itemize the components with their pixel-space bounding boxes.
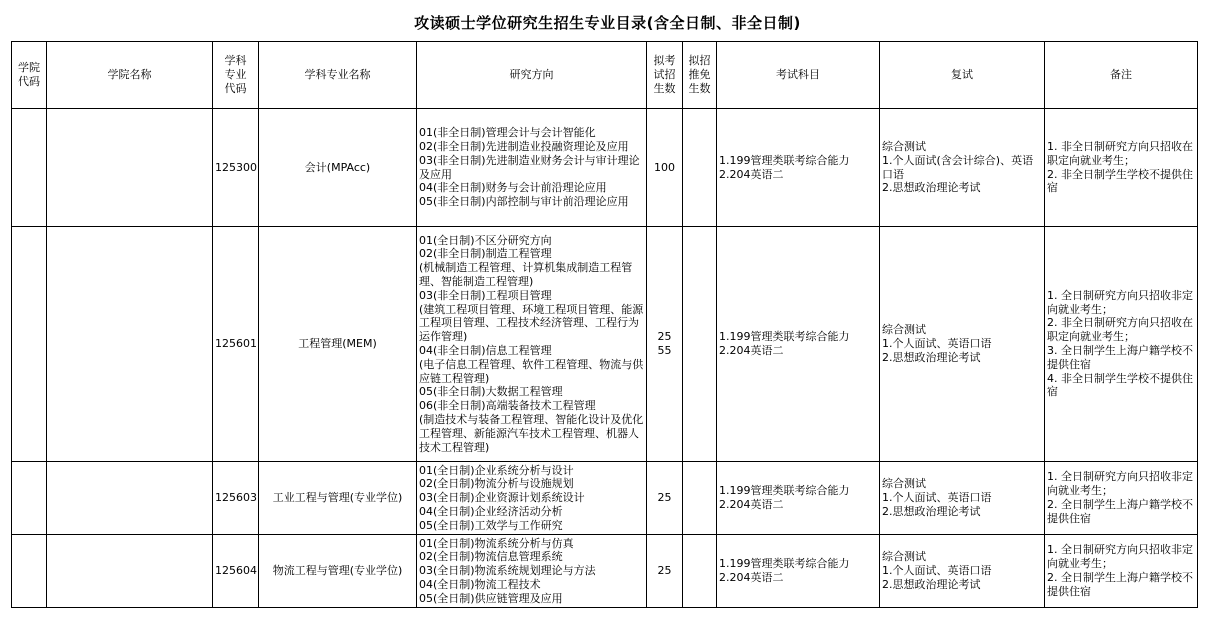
direction-item: 02(全日制)物流信息管理系统 (419, 550, 563, 564)
cell-notes: 1. 非全日制研究方向只招收在职定向就业考生； 2. 非全日制学生学校不提供住宿 (1045, 109, 1198, 227)
cell-recommend-count (683, 227, 717, 462)
cell-recommend-count (683, 535, 717, 608)
cell-major-name: 工业工程与管理(专业学位) (259, 462, 417, 535)
cell-retest: 综合测试 1.个人面试、英语口语 2.思想政治理论考试 (880, 227, 1045, 462)
cell-exam-subjects: 1.199管理类联考综合能力 2.204英语二 (717, 227, 880, 462)
cell-enroll-count: 100 (647, 109, 683, 227)
direction-item: 06(非全日制)高端装备技术工程管理 (419, 399, 596, 413)
cell-research-directions (417, 535, 647, 608)
cell-school-name (47, 109, 213, 227)
direction-item: 01(全日制)不区分研究方向 (419, 233, 552, 247)
direction-item: 04(全日制)物流工程技术 (419, 577, 541, 591)
table-row (12, 462, 1198, 535)
cell-enroll-count: 25 (647, 462, 683, 535)
cell-recommend-count (683, 462, 717, 535)
cell-enroll-count: 25 55 (647, 227, 683, 462)
header-research-direction: 研究方向 (417, 42, 647, 109)
program-catalog-table (11, 41, 1198, 608)
direction-item: (建筑工程项目管理、环境工程项目管理、能源工程项目管理、工程技术经济管理、工程行为运作管理) (419, 302, 644, 344)
header-major-name: 学科专业名称 (259, 42, 417, 109)
direction-item: 04(全日制)企业经济活动分析 (419, 504, 563, 518)
header-major-code: 学科 专业 代码 (213, 42, 259, 109)
cell-major-name: 会计(MPAcc) (259, 109, 417, 227)
cell-notes: 1. 全日制研究方向只招收非定向就业考生； 2. 全日制学生上海户籍学校不提供住宿 (1045, 535, 1198, 608)
direction-item: 03(全日制)企业资源计划系统设计 (419, 491, 585, 505)
cell-exam-subjects: 1.199管理类联考综合能力 2.204英语二 (717, 109, 880, 227)
cell-retest: 综合测试 1.个人面试、英语口语 2.思想政治理论考试 (880, 462, 1045, 535)
cell-enroll-count: 25 (647, 535, 683, 608)
header-school-name: 学院名称 (47, 42, 213, 109)
direction-item: 05(非全日制)大数据工程管理 (419, 385, 563, 399)
direction-item: 01(全日制)物流系统分析与仿真 (419, 536, 574, 550)
cell-recommend-count (683, 109, 717, 227)
direction-item: 04(非全日制)信息工程管理 (419, 344, 552, 357)
cell-major-name: 物流工程与管理(专业学位) (259, 535, 417, 608)
cell-notes: 1. 全日制研究方向只招收非定向就业考生； 2. 全日制学生上海户籍学校不提供住宿 (1045, 462, 1198, 535)
header-retest: 复试 (880, 42, 1045, 109)
direction-item: 02(非全日制)先进制造业投融资理论及应用 (419, 139, 629, 153)
cell-school-name (47, 535, 213, 608)
direction-item: (制造技术与装备工程管理、智能化设计及优化工程管理、新能源汽车技术工程管理、机器人技术工程管理) (419, 412, 644, 454)
cell-research-directions (417, 109, 647, 227)
cell-major-code: 125300 (213, 109, 259, 227)
direction-item: 03(非全日制)工程项目管理 (419, 288, 552, 302)
cell-retest: 综合测试 1.个人面试(含会计综合)、英语口语 2.思想政治理论考试 (880, 109, 1045, 227)
table-header-row (12, 42, 1198, 109)
table-row (12, 109, 1198, 227)
direction-item: 01(全日制)企业系统分析与设计 (419, 463, 574, 477)
header-recommend-count: 拟招 推免 生数 (683, 42, 717, 109)
cell-school-code (12, 109, 47, 227)
cell-major-code: 125601 (213, 227, 259, 462)
cell-research-directions (417, 462, 647, 535)
cell-school-name (47, 462, 213, 535)
cell-notes: 1. 全日制研究方向只招收非定向就业考生； 2. 非全日制研究方向只招收在职定向就业考生； 3. 全日制学生上海户籍学校不提供住宿 4. 非全日制学生学校不提供住宿 (1045, 227, 1198, 462)
cell-research-directions (417, 227, 647, 462)
direction-item: 05(全日制)工效学与工作研究 (419, 518, 563, 532)
table-row (12, 227, 1198, 462)
cell-school-name (47, 227, 213, 462)
cell-major-name: 工程管理(MEM) (259, 227, 417, 462)
cell-major-code: 125604 (213, 535, 259, 608)
direction-item: 04(非全日制)财务与会计前沿理论应用 (419, 181, 607, 195)
direction-item: 05(全日制)供应链管理及应用 (419, 591, 563, 605)
cell-major-code: 125603 (213, 462, 259, 535)
cell-school-code (12, 227, 47, 462)
cell-exam-subjects: 1.199管理类联考综合能力 2.204英语二 (717, 462, 880, 535)
header-enroll-count: 拟考 试招 生数 (647, 42, 683, 109)
cell-school-code (12, 535, 47, 608)
direction-item: (机械制造工程管理、计算机集成制造工程管理、智能制造工程管理) (419, 261, 633, 289)
cell-exam-subjects: 1.199管理类联考综合能力 2.204英语二 (717, 535, 880, 608)
header-school-code: 学院 代码 (12, 42, 47, 109)
cell-school-code (12, 462, 47, 535)
page-title: 攻读硕士学位研究生招生专业目录(含全日制、非全日制) (414, 14, 801, 32)
cell-retest: 综合测试 1.个人面试、英语口语 2.思想政治理论考试 (880, 535, 1045, 608)
direction-item: 01(非全日制)管理会计与会计智能化 (419, 126, 596, 140)
direction-item: 05(非全日制)内部控制与审计前沿理论应用 (419, 195, 629, 209)
direction-item: 03(全日制)物流系统规划理论与方法 (419, 564, 596, 578)
direction-item: (电子信息工程管理、软件工程管理、物流与供应链工程管理) (419, 357, 644, 385)
header-notes: 备注 (1045, 42, 1198, 109)
direction-item: 02(全日制)物流分析与设施规划 (419, 477, 574, 491)
header-exam-subjects: 考试科目 (717, 42, 880, 109)
table-row (12, 535, 1198, 608)
direction-item: 02(非全日制)制造工程管理 (419, 247, 552, 261)
direction-item: 03(非全日制)先进制造业财务会计与审计理论及应用 (419, 153, 640, 181)
